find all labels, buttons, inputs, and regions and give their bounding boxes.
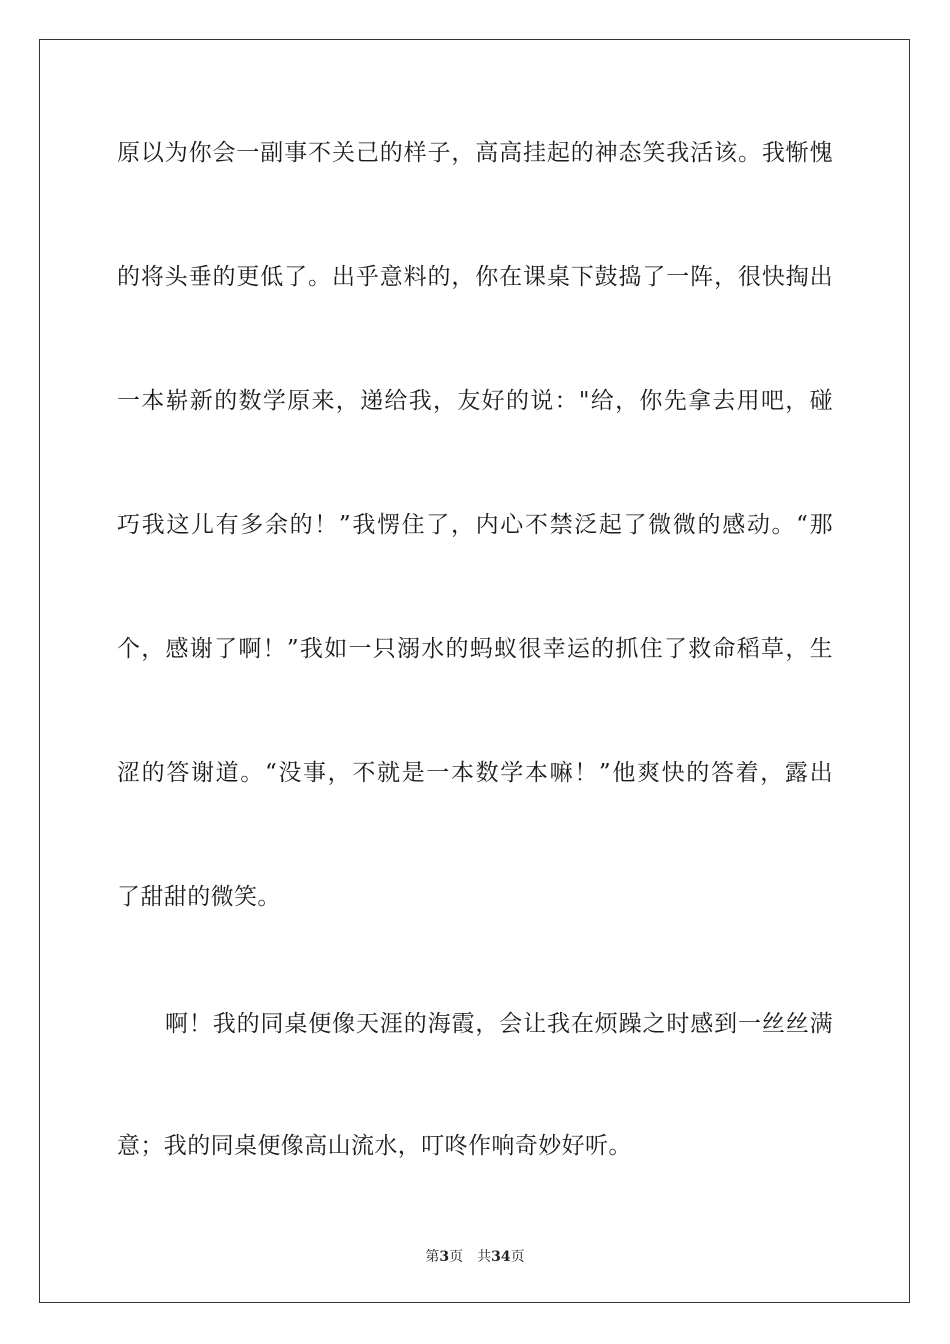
page-prefix: 第 xyxy=(425,1249,440,1265)
page-suffix: 页 xyxy=(449,1249,464,1265)
page-border xyxy=(39,39,910,1303)
text-line-4: 巧我这儿有多余的！”我愣住了，内心不禁泛起了微微的感动。“那 xyxy=(117,512,833,538)
text-line-6: 涩的答谢道。“没事，不就是一本数学本嘛！”他爽快的答着，露出 xyxy=(117,760,833,786)
total-suffix: 页 xyxy=(510,1249,525,1265)
text-line-9: 意；我的同桌便像高山流水，叮咚作响奇妙好听。 xyxy=(117,1133,632,1159)
text-line-1: 原以为你会一副事不关己的样子，高高挂起的神态笑我活该。我惭愧 xyxy=(117,140,833,166)
text-line-7: 了甜甜的微笑。 xyxy=(117,884,281,910)
text-line-2: 的将头垂的更低了。出乎意料的，你在课桌下鼓捣了一阵，很快掏出 xyxy=(117,264,833,290)
page-number: 3 xyxy=(439,1249,450,1265)
page-footer xyxy=(0,1248,950,1266)
total-prefix: 共 xyxy=(477,1249,492,1265)
text-line-5: 个，感谢了啊！”我如一只溺水的蚂蚁很幸运的抓住了救命稻草，生 xyxy=(117,636,833,662)
text-line-3: 一本崭新的数学原来，递给我，友好的说："给，你先拿去用吧，碰 xyxy=(117,388,833,414)
text-line-8: 啊！我的同桌便像天涯的海霞，会让我在烦躁之时感到一丝丝满 xyxy=(165,1011,833,1037)
total-pages: 34 xyxy=(491,1249,511,1265)
